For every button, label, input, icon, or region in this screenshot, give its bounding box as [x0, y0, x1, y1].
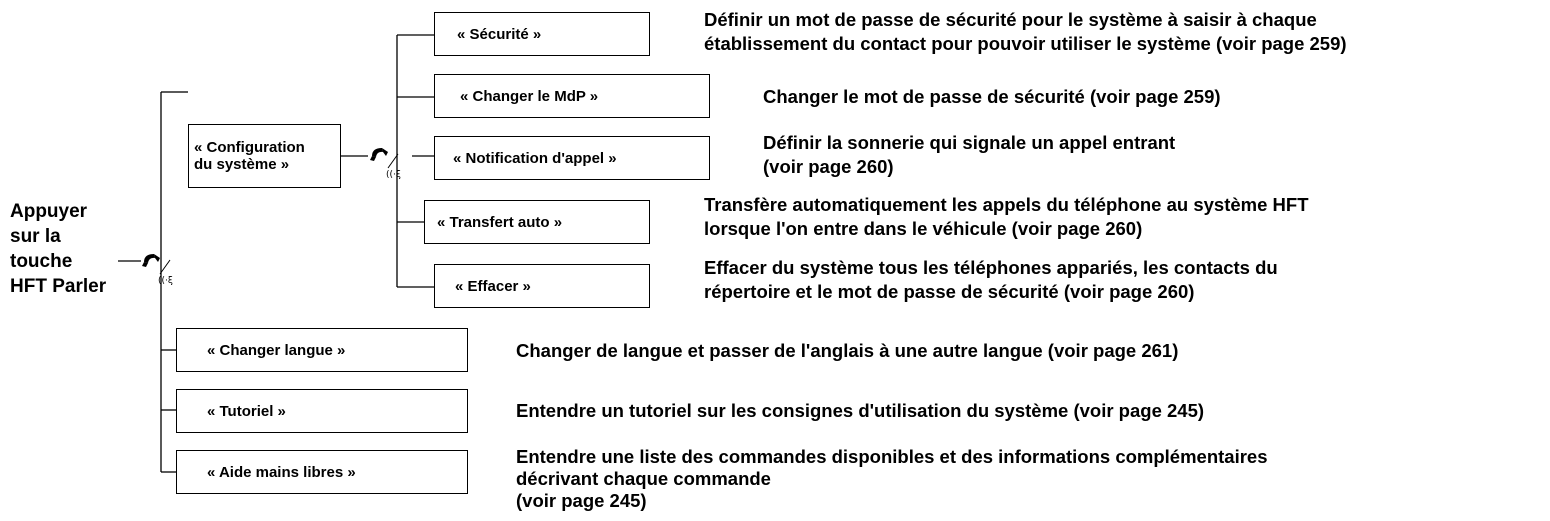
talk-button-icon	[140, 246, 176, 286]
menu-box-label: « Effacer »	[455, 277, 531, 295]
configuration-menu-box[interactable]	[188, 124, 341, 188]
menu-box-tutoriel[interactable]	[176, 389, 468, 433]
menu-box-securite[interactable]	[434, 12, 650, 56]
menu-box-label: « Sécurité »	[457, 25, 542, 43]
root-instruction: Appuyer sur la touche HFT Parler	[10, 201, 107, 297]
menu-box-label: « Tutoriel »	[207, 402, 286, 420]
description-changer-langue: Changer de langue et passer de l'anglais à une autre langue (voir page 261)	[516, 340, 1179, 361]
menu-box-changer-langue[interactable]	[176, 328, 468, 372]
menu-box-aide-mains-libres[interactable]	[176, 450, 468, 494]
menu-box-label: « Transfert auto »	[437, 213, 563, 231]
description-aide-mains-libres: Entendre une liste des commandes disponibles et des informations complémentaires décrivant chaque commande (voir page 245)	[516, 446, 1268, 511]
talk-button-icon	[368, 140, 404, 180]
menu-box-notification-appel[interactable]	[434, 136, 710, 180]
menu-box-transfert-auto[interactable]	[424, 200, 650, 244]
menu-box-label: « Notification d'appel »	[453, 149, 617, 167]
description-changer-mdp: Changer le mot de passe de sécurité (voir page 259)	[763, 86, 1221, 107]
description-notification-appel: Définir la sonnerie qui signale un appel entrant (voir page 260)	[763, 132, 1176, 177]
menu-box-label: « Changer le MdP »	[460, 87, 599, 105]
description-effacer: Effacer du système tous les téléphones appariés, les contacts du répertoire et le mot de passe de sécurité (voir page 260)	[704, 257, 1278, 302]
menu-box-changer-mdp[interactable]	[434, 74, 710, 118]
svg-text:((·ξ: ((·ξ	[158, 276, 173, 286]
menu-box-effacer[interactable]	[434, 264, 650, 308]
description-transfert-auto: Transfère automatiquement les appels du téléphone au système HFT lorsque l'on entre dans le véhicule (voir page 260)	[704, 194, 1309, 239]
svg-text:((·ξ: ((·ξ	[386, 170, 401, 180]
configuration-menu-label: « Configuration du système »	[194, 139, 305, 173]
menu-box-label: « Aide mains libres »	[207, 463, 356, 481]
description-tutoriel: Entendre un tutoriel sur les consignes d'utilisation du système (voir page 245)	[516, 400, 1205, 421]
menu-box-label: « Changer langue »	[207, 341, 346, 359]
description-securite: Définir un mot de passe de sécurité pour le système à saisir à chaque établissement du contact pour pouvoir utiliser le système (voir page 259)	[704, 9, 1347, 54]
